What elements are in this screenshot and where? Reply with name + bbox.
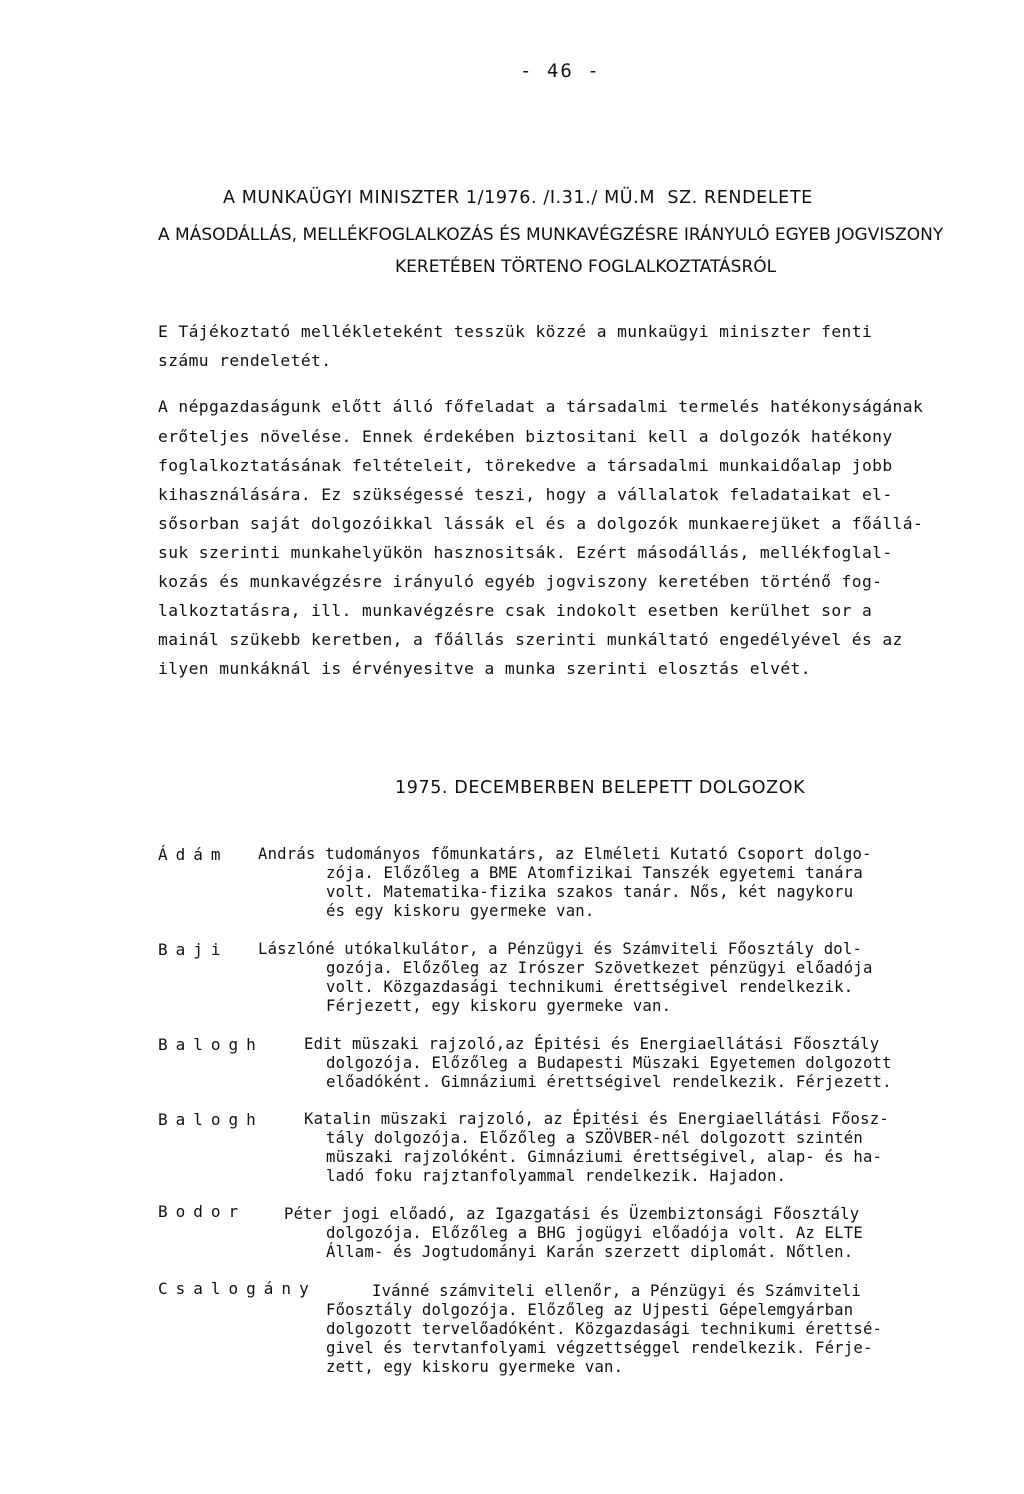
entry-line: előadóként. Gimnáziumi érettségivel rendelkezik. Férjezett. xyxy=(326,1073,892,1091)
subtitle-line: KERETÉBEN TÖRTENO FOGLALKOZTATÁSRÓL xyxy=(395,257,777,277)
employee-name: Baji xyxy=(158,940,229,959)
body-line: kozás és munkavégzésre irányuló egyéb jogviszony keretében történő fog- xyxy=(158,572,883,591)
entry-line: Férjezett, egy kiskoru gyermeke van. xyxy=(326,997,672,1015)
body-line: lalkoztatásra, ill. munkavégzésre csak indokolt esetben kerülhet sor a xyxy=(158,601,873,620)
entry-line: dolgozott tervelőadóként. Közgazdasági technikumi érettsé- xyxy=(326,1320,883,1338)
employee-name: Csalogány xyxy=(158,1279,317,1298)
entry-line: dolgozója. Előzőleg a BHG jogügyi előadója volt. Az ELTE xyxy=(326,1224,863,1242)
body-line: A népgazdaságunk előtt álló főfeladat a társadalmi termelés hatékonyságának xyxy=(158,397,924,416)
body-line: mainál szükebb keretben, a főállás szerinti munkáltató engedélyével és az xyxy=(158,630,903,649)
entry-line: és egy kiskoru gyermeke van. xyxy=(326,902,595,920)
employee-name: Ádám xyxy=(158,845,229,864)
entry-line: volt. Közgazdasági technikumi érettségivel rendelkezik. xyxy=(326,978,854,996)
body-line: sősorban saját dolgozóikkal lássák el és a dolgozók munkaerejüket a főállá- xyxy=(158,514,924,533)
body-line: kihasználására. Ez szükségessé teszi, hogy a vállalatok feladataikat el- xyxy=(158,485,893,504)
entry-line: zett, egy kiskoru gyermeke van. xyxy=(326,1358,624,1376)
entry-line: András tudományos főmunkatárs, az Elméleti Kutató Csoport dolgo- xyxy=(258,845,872,863)
decree-title: A MUNKAÜGYI MINISZTER 1/1976. /I.31./ MÜ.M SZ. RENDELETE xyxy=(223,188,813,208)
employee-name: Balogh xyxy=(158,1035,264,1054)
body-line: ilyen munkáknál is érvényesitve a munka szerinti elosztás elvét. xyxy=(158,659,811,678)
entry-line: dolgozója. Előzőleg a Budapesti Müszaki Egyetemen dolgozott xyxy=(326,1054,892,1072)
subtitle-line: A MÁSODÁLLÁS, MELLÉKFOGLALKOZÁS ÉS MUNKAVÉGZÉSRE IRÁNYULÓ EGYEB JOGVISZONY xyxy=(158,225,944,245)
entry-line: Edit müszaki rajzoló,az Épitési és Energiaellátási Főosztály xyxy=(304,1035,880,1053)
intro-line: számu rendeletét. xyxy=(158,351,332,370)
entry-line: Főosztály dolgozója. Előzőleg az Ujpesti Gépelemgyárban xyxy=(326,1301,854,1319)
entry-line: ladó foku rajztanfolyammal rendelkezik. Hajadon. xyxy=(326,1167,787,1185)
body-line: erőteljes növelése. Ennek érdekében biztositani kell a dolgozók hatékony xyxy=(158,427,893,446)
intro-line: E Tájékoztató mellékleteként tesszük közzé a munkaügyi miniszter fenti xyxy=(158,322,873,341)
entry-line: volt. Matematika-fizika szakos tanár. Nős, két nagykoru xyxy=(326,883,854,901)
body-line: suk szerinti munkahelyükön hasznositsák. Ezért másodállás, mellékfoglal- xyxy=(158,543,893,562)
section-title: 1975. DECEMBERBEN BELEPETT DOLGOZOK xyxy=(395,778,806,798)
entry-line: tály dolgozója. Előzőleg a SZÖVBER-nél dolgozott szintén xyxy=(326,1129,863,1147)
entry-line: Állam- és Jogtudományi Karán szerzett diplomát. Nőtlen. xyxy=(326,1243,854,1261)
body-line: foglalkoztatásának feltételeit, törekedve a társadalmi munkaidőalap jobb xyxy=(158,456,893,475)
entry-line: müszaki rajzolóként. Gimnáziumi érettségivel, alap- és ha- xyxy=(326,1148,883,1166)
entry-line: zója. Előzőleg a BME Atomfizikai Tanszék egyetemi tanára xyxy=(326,864,863,882)
employee-name: Balogh xyxy=(158,1110,264,1129)
entry-line: Lászlóné utókalkulátor, a Pénzügyi és Számviteli Főosztály dol- xyxy=(258,940,863,958)
entry-line: Ivánné számviteli ellenőr, a Pénzügyi és Számviteli xyxy=(372,1282,861,1300)
entry-line: gozója. Előzőleg az Irószer Szövetkezet pénzügyi előadója xyxy=(326,959,873,977)
entry-line: Péter jogi előadó, az Igazgatási és Üzembiztonsági Főosztály xyxy=(284,1205,860,1223)
entry-line: Katalin müszaki rajzoló, az Épitési és Energiaellátási Főosz- xyxy=(304,1110,889,1128)
page-number: - 46 - xyxy=(520,60,601,82)
entry-line: givel és tervtanfolyami végzettséggel rendelkezik. Férje- xyxy=(326,1339,873,1357)
employee-name: Bodor xyxy=(158,1202,247,1221)
